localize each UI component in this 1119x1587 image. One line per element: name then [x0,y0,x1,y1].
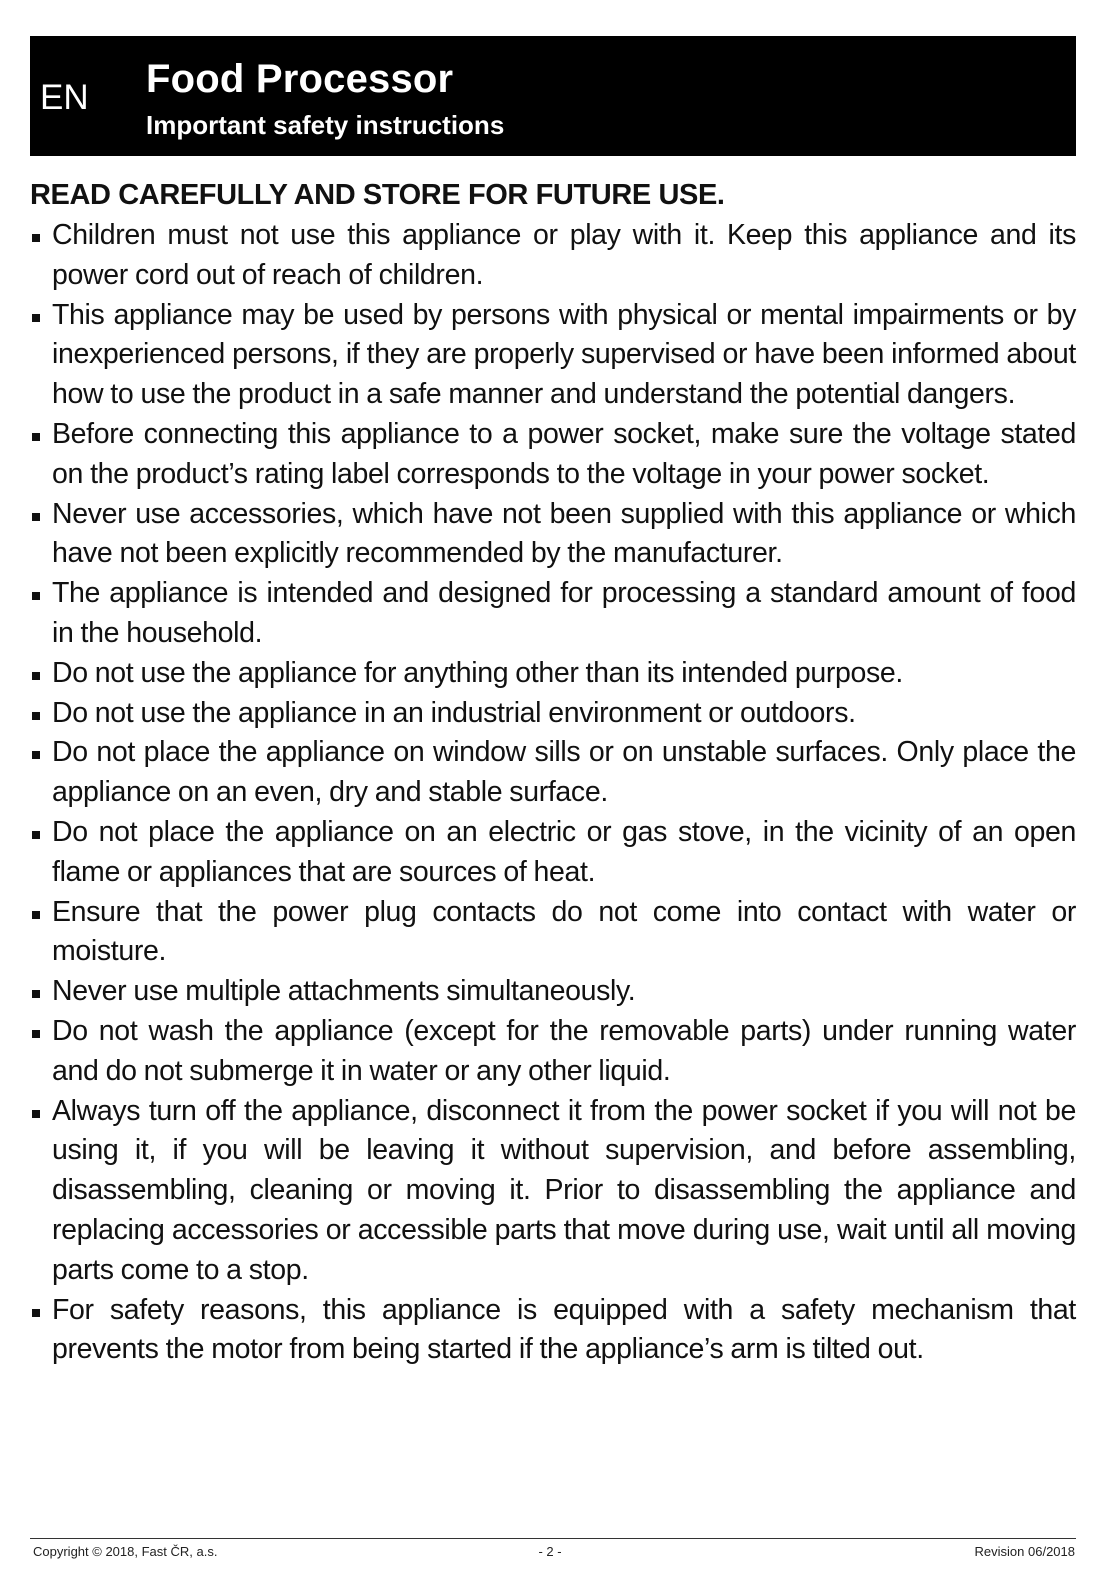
bullet-icon [32,234,40,242]
section-heading: READ CAREFULLY AND STORE FOR FUTURE USE. [30,179,725,211]
bullet-icon [32,1110,40,1118]
list-item-text: For safety reasons, this appliance is equipped with a safety mechanism that prevents the motor from being started if the appliance’s arm is tilted out. [52,1293,1076,1366]
bullet-icon [32,712,40,720]
list-item [30,694,1076,734]
list-item-text: This appliance may be used by persons with physical or mental impairments or by inexperienced persons, if they are properly supervised or have been informed about how to use the product in a safe manner and understand the potential dangers. [52,298,1076,411]
list-item-text: Always turn off the appliance, disconnect it from the power socket if you will not be using it, if you will be leaving it without supervision, and before assembling, disassembling, cleaning or moving it. Prior to disassembling the appliance and replacing accessories or accessible parts that move during use, wait until all moving parts come to a stop. [52,1094,1076,1286]
list-item [30,415,1076,495]
page-number: - 2 - [538,1544,562,1559]
bullet-icon [32,990,40,998]
bullet-icon [32,672,40,680]
bullet-icon [32,911,40,919]
document-header [30,36,1076,156]
bullet-icon [32,1030,40,1038]
list-item [30,1291,1076,1371]
list-item-text: Do not place the appliance on window sills or on unstable surfaces. Only place the appliance on an even, dry and stable surface. [52,736,1076,809]
bullet-icon [32,513,40,521]
list-item-text: Children must not use this appliance or play with it. Keep this appliance and its power cord out of reach of children. [52,219,1076,291]
list-item-text: The appliance is intended and designed for processing a standard amount of food in the household. [52,577,1076,649]
footer-copyright: Copyright © 2018, Fast ČR, a.s. [33,1544,218,1559]
list-item-text: Do not use the appliance for anything other than its intended purpose. [52,656,903,689]
bullet-icon [32,433,40,441]
document-subtitle: Important safety instructions [146,110,505,140]
document-title: Food Processor [146,57,454,101]
list-item-text: Do not wash the appliance (except for the removable parts) under running water and do not submerge it in water or any other liquid. [52,1014,1076,1087]
bullet-icon [32,592,40,600]
bullet-icon [32,751,40,759]
list-item-text: Never use multiple attachments simultaneously. [52,975,636,1008]
footer-divider [30,1538,1076,1539]
bullet-icon [32,1309,40,1317]
list-item [30,654,1076,694]
list-item-text: Do not place the appliance on an electric or gas stove, in the vicinity of an open flame or appliances that are sources of heat. [52,815,1076,888]
bullet-icon [32,314,40,322]
list-item [30,1012,1076,1092]
list-item [30,813,1076,893]
footer-revision: Revision 06/2018 [974,1544,1075,1559]
list-item [30,495,1076,575]
bullet-icon [32,831,40,839]
list-item-text: Ensure that the power plug contacts do not come into contact with water or moisture. [52,895,1076,968]
language-code: EN [40,78,89,117]
list-item-text: Do not use the appliance in an industrial environment or outdoors. [52,696,856,729]
list-item [30,574,1076,654]
list-item [30,296,1076,415]
list-item [30,733,1076,813]
list-item [30,893,1076,973]
list-item [30,972,1076,1012]
safety-instructions-list [30,216,1076,1370]
list-item-text: Before connecting this appliance to a power socket, make sure the voltage stated on the product’s rating label corresponds to the voltage in your power socket. [52,417,1076,490]
list-item [30,216,1076,296]
list-item [30,1092,1076,1291]
list-item-text: Never use accessories, which have not been supplied with this appliance or which have not been explicitly recommended by the manufacturer. [52,497,1076,570]
